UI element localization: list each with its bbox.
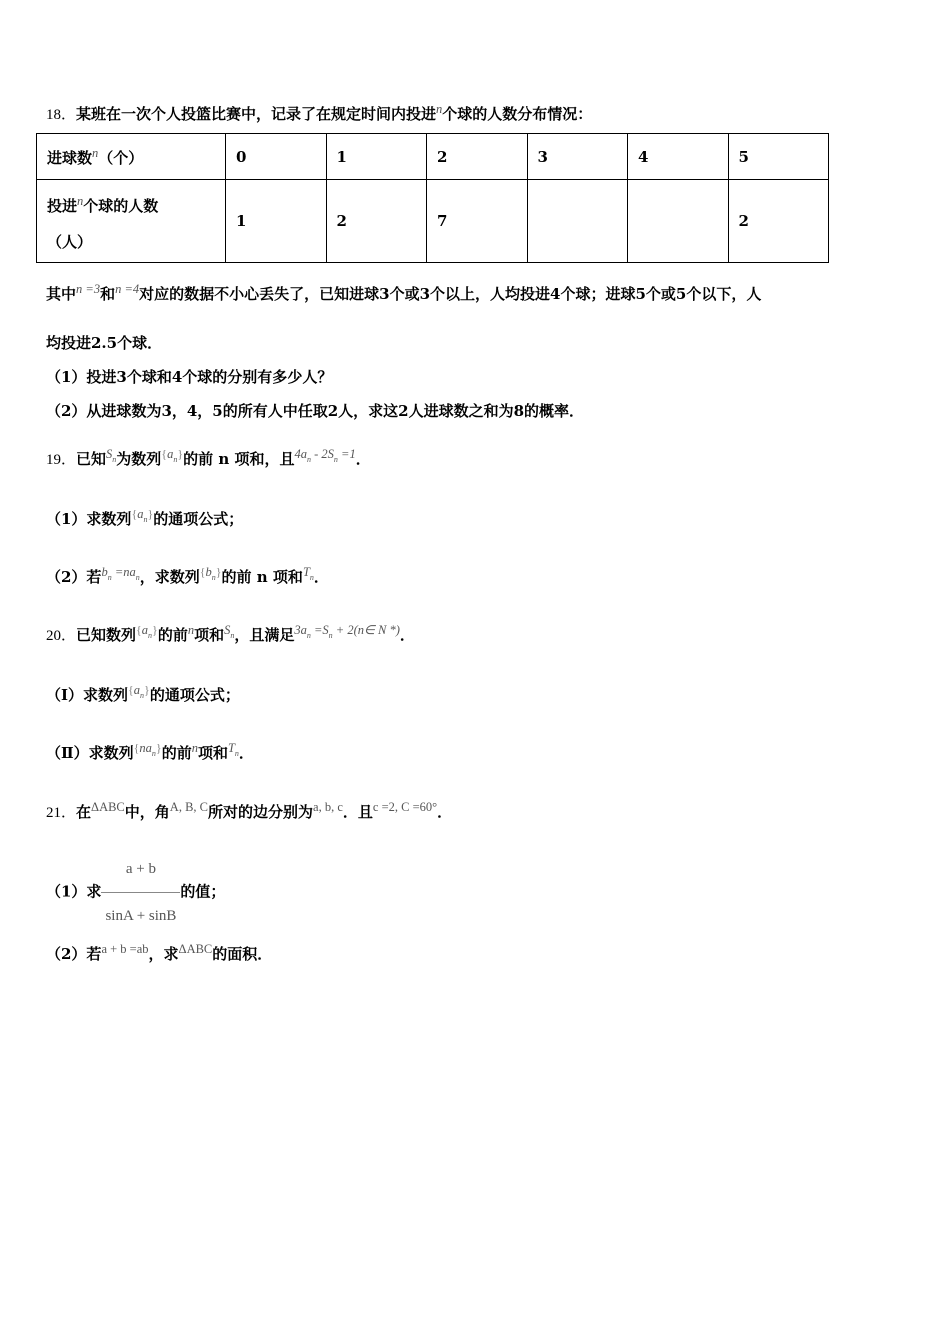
question-number: 20． <box>46 628 77 644</box>
table-cell: 1 <box>226 180 327 263</box>
table-cell <box>527 180 628 263</box>
table-cell: 0 <box>226 134 327 180</box>
table-cell: 1 <box>326 134 427 180</box>
q18-note: 其中$^{n =3}$和$^{n =4}$对应的数据不小心丢失了，已知进球3个或3个以上，人均投进4个球；进球5个或5个以下，人 <box>46 282 762 303</box>
question-number: 21． <box>46 805 77 821</box>
table-row <box>37 134 829 180</box>
q20-part1: （Ⅰ）求数列$^{\{a_n\}}$的通项公式； <box>46 683 240 704</box>
table-header-cell: 进球数$^n$（个） <box>37 134 226 180</box>
q19-part2: （2）若$^{b_n =na_n}$，求数列$^{\{b_n\}}$的前 n 项和$^{T_n}$． <box>46 565 329 586</box>
question-number: 18． <box>46 107 77 123</box>
math-n-eq-4: n =4 <box>115 282 140 296</box>
question-number: 19． <box>46 452 77 468</box>
table-cell: 7 <box>427 180 528 263</box>
q21-part2: （2）若$^{a + b =ab}$，求$^{\Delta ABC}$的面积． <box>46 942 273 963</box>
table-cell: 2 <box>728 180 829 263</box>
table-cell: 5 <box>728 134 829 180</box>
table-cell: 2 <box>326 180 427 263</box>
q20-stem: 20．已知数列$^{\{a_n\}}$的前$^n$项和$^{S_n}$，且满足$^{3a_n =S_n + 2(n\in N *)}$． <box>46 623 415 644</box>
math-n-eq-3: n =3 <box>76 282 101 296</box>
q18-part2: （2）从进球数为3，4，5的所有人中任取2人，求这2人进球数之和为8的概率． <box>46 402 585 420</box>
table-cell <box>628 180 729 263</box>
q18-intro-text-a: 某班在一次个人投篮比赛中，记录了在规定时间内投进 <box>76 105 437 123</box>
q21-part1: （1）求 $\frac{a + b}{\sin A + \sin B}$ 的值； <box>46 848 225 937</box>
table-cell: 3 <box>527 134 628 180</box>
q18-intro-text-b: 个球的人数分布情况： <box>442 105 593 123</box>
q18-intro <box>46 102 592 124</box>
q19-part1: （1）求数列$^{\{a_n\}}$的通项公式； <box>46 507 244 528</box>
score-distribution-table <box>36 133 829 263</box>
table-header-cell: 投进$^n$个球的人数 （人） <box>37 180 226 263</box>
math-n: n <box>436 102 443 116</box>
q21-stem: 21．在$^{\Delta ABC}$中，角$^{A, B, C}$所对的边分别为$^{a, b, c}$．且$^{c =2, C =60^\circ}$． <box>46 800 453 821</box>
fraction: $\frac{a + b}{\sin A + \sin B}$ <box>101 848 180 937</box>
table-cell: 2 <box>427 134 528 180</box>
table-row <box>37 180 829 263</box>
q20-part2: （Ⅱ）求数列$^{\{na_n\}}$的前$^n$项和$^{T_n}$． <box>46 741 254 762</box>
table-cell: 4 <box>628 134 729 180</box>
q18-part1: （1）投进3个球和4个球的分别有多少人？ <box>46 368 333 386</box>
q18-note-cont: 均投进2.5个球． <box>46 334 163 352</box>
q19-stem: 19．已知$^{S_n}$为数列$^{\{a_n\}}$的前 n 项和，且$^{4a_n - 2S_n =1}$． <box>46 447 371 468</box>
